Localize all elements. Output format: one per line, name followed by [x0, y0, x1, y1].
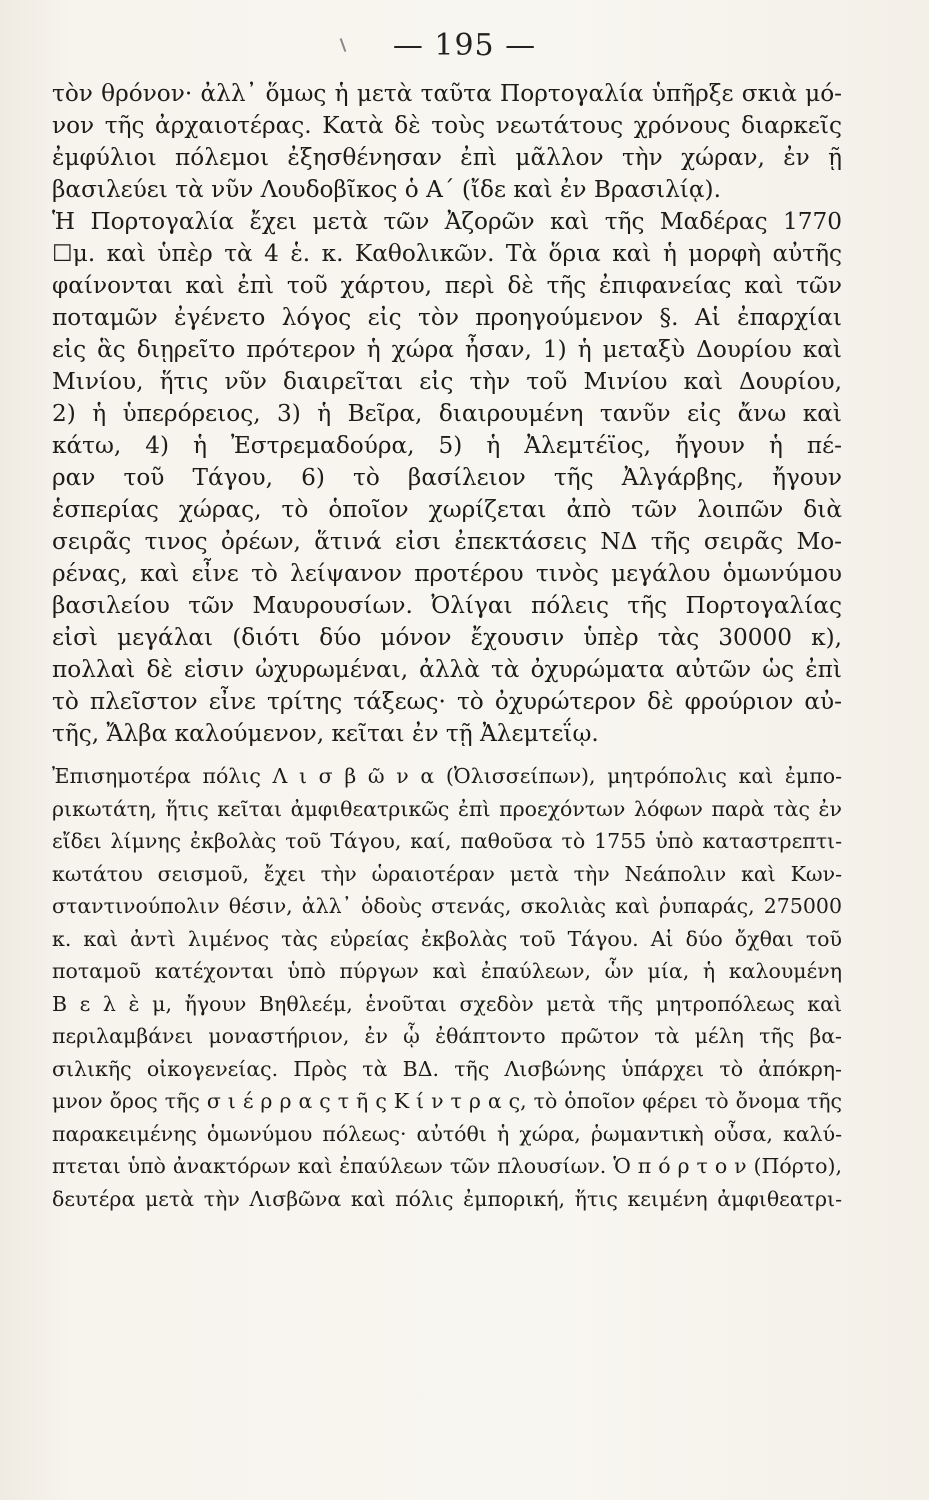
text-line: πτεται ὑπὸ ἀνακτόρων καὶ ἐπαύλεων τῶν πλουσίων. Ὁ π ό ρ τ ο ν (Πόρτο), [52, 1154, 842, 1178]
paragraph-lisbon [52, 760, 842, 1215]
text-line: εἴδει λίμνης ἐκβολὰς τοῦ Τάγου, καί, παθοῦσα τὸ 1755 ὑπὸ καταστρεπτι- [52, 829, 842, 853]
text-line: ραν τοῦ Τάγου, 6) τὸ βασίλειον τῆς Ἀλγάρβης, ἤγουν [52, 464, 842, 491]
text-line: μνον ὄρος τῆς σ ι έ ρ ρ α ς τ ῆ ς Κ ί ν τ ρ α ς, τὸ ὁποῖον φέρει τὸ ὄνομα τῆς [52, 1089, 842, 1113]
paragraph-portugal-provinces [52, 206, 842, 750]
text-line: βασιλείου τῶν Μαυρουσίων. Ὀλίγαι πόλεις τῆς Πορτογαλίας [52, 592, 842, 619]
text-line: εἰσὶ μεγάλαι (διότι δύο μόνον ἔχουσιν ὑπὲρ τὰς 30000 κ), [52, 624, 842, 651]
paragraph-throne [52, 78, 842, 206]
text-line: βασιλεύει τὰ νῦν Λουδοβῖκος ὁ Α΄ (ἴδε καὶ ἐν Βρασιλίᾳ). [52, 176, 721, 203]
text-line: ἐμφύλιοι πόλεμοι ἐξησθένησαν ἐπὶ μᾶλλον τὴν χώραν, ἐν ῇ [52, 144, 842, 171]
text-line: 2) ἡ ὑπερόρειος, 3) ἡ Βεῖρα, διαιρουμένη τανῦν εἰς ἄνω καὶ [52, 400, 842, 427]
text-line: τὸν θρόνον· ἀλλ᾽ ὅμως ἡ μετὰ ταῦτα Πορτογαλία ὑπῆρξε σκιὰ μό- [52, 80, 842, 107]
text-line: παρακειμένης ὁμωνύμου πόλεως· αὐτόθι ἡ χώρα, ῥωμαντικὴ οὖσα, καλύ- [52, 1121, 842, 1146]
text-line: σιλικῆς οἰκογενείας. Πρὸς τὰ ΒΔ. τῆς Λισβώνης ὑπάρχει τὸ ἀπόκρη- [52, 1056, 842, 1081]
text-line: σειρᾶς τινος ὀρέων, ἅτινά εἰσι ἐπεκτάσεις ΝΔ τῆς σειρᾶς Μο- [52, 528, 842, 555]
text-line: εἰς ἃς διῃρεῖτο πρότερον ἡ χώρα ἦσαν, 1) ἡ μεταξὺ Δουρίου καὶ [52, 336, 842, 363]
text-line: ρικωτάτη, ἥτις κεῖται ἀμφιθεατρικῶς ἐπὶ προεχόντων λόφων παρὰ τὰς ἐν [52, 796, 842, 821]
text-line: σταντινούπολιν θέσιν, ἀλλ᾽ ὁδοὺς στενάς, σκολιὰς καὶ ῥυπαράς, 275000 [52, 894, 842, 918]
text-line: ☐μ. καὶ ὑπὲρ τὰ 4 ἑ. κ. Καθολικῶν. Τὰ ὅρια καὶ ἡ μορφὴ αὐτῆς [52, 240, 842, 267]
page-number: — 195 — [392, 28, 537, 63]
text-line: ρένας, καὶ εἶνε τὸ λείψανον προτέρου τινὸς μεγάλου ὁμωνύμου [52, 560, 842, 587]
text-line: τὸ πλεῖστον εἶνε τρίτης τάξεως· τὸ ὀχυρώτερον δὲ φρούριον αὐ- [52, 688, 842, 715]
text-line: Ἐπισημοτέρα πόλις Λ ι σ β ῶ ν α (Ὀλισσείπων), μητρόπολις καὶ ἐμπο- [52, 764, 842, 788]
text-line: κωτάτου σεισμοῦ, ἔχει τὴν ὡραιοτέραν μετὰ τὴν Νεάπολιν καὶ Κων- [52, 861, 842, 886]
text-line: πολλαὶ δὲ εἰσιν ὠχυρωμέναι, ἀλλὰ τὰ ὀχυρώματα αὐτῶν ὡς ἐπὶ [52, 656, 842, 683]
text-line: περιλαμβάνει μοναστήριον, ἐν ᾧ ἐθάπτοντο πρῶτον τὰ μέλη τῆς βα- [52, 1024, 842, 1048]
text-line: ποταμοῦ κατέχονται ὑπὸ πύργων καὶ ἐπαύλεων, ὧν μία, ἡ καλουμένη [52, 959, 842, 983]
text-line: Β ε λ ὲ μ, ἤγουν Βηθλεέμ, ἑνοῦται σχεδὸν μετὰ τῆς μητροπόλεως καὶ [52, 991, 842, 1016]
text-line: τῆς, Ἄλβα καλούμενον, κεῖται ἐν τῇ Ἀλεμτεΐῳ. [52, 720, 599, 747]
paragraph-gap [52, 750, 842, 760]
text-line: δευτέρα μετὰ τὴν Λισβῶνα καὶ πόλις ἐμπορική, ἥτις κειμένη ἀμφιθεατρι- [52, 1186, 842, 1211]
text-line: νον τῆς ἀρχαιοτέρας. Κατὰ δὲ τοὺς νεωτάτους χρόνους διαρκεῖς [52, 112, 842, 139]
text-line: ποταμῶν ἐγένετο λόγος εἰς τὸν προηγούμενον §. Αἱ ἐπαρχίαι [52, 304, 842, 331]
text-line: κάτω, 4) ἡ Ἐστρεμαδούρα, 5) ἡ Ἀλεμτέϊος, ἤγουν ἡ πέ- [52, 432, 842, 459]
text-line: ἑσπερίας χώρας, τὸ ὁποῖον χωρίζεται ἀπὸ τῶν λοιπῶν διὰ [52, 496, 842, 523]
text-line: Ἡ Πορτογαλία ἔχει μετὰ τῶν Ἀζορῶν καὶ τῆς Μαδέρας 1770 [52, 208, 842, 235]
text-line: Μινίου, ἥτις νῦν διαιρεῖται εἰς τὴν τοῦ Μινίου καὶ Δουρίου, [52, 368, 842, 395]
text-line: κ. καὶ ἀντὶ λιμένος τὰς εὐρείας ἐκβολὰς τοῦ Τάγου. Αἱ δύο ὄχθαι τοῦ [52, 926, 842, 951]
text-line: φαίνονται καὶ ἐπὶ τοῦ χάρτου, περὶ δὲ τῆς ἐπιφανείας καὶ τῶν [52, 272, 842, 299]
body-text [52, 78, 842, 1215]
